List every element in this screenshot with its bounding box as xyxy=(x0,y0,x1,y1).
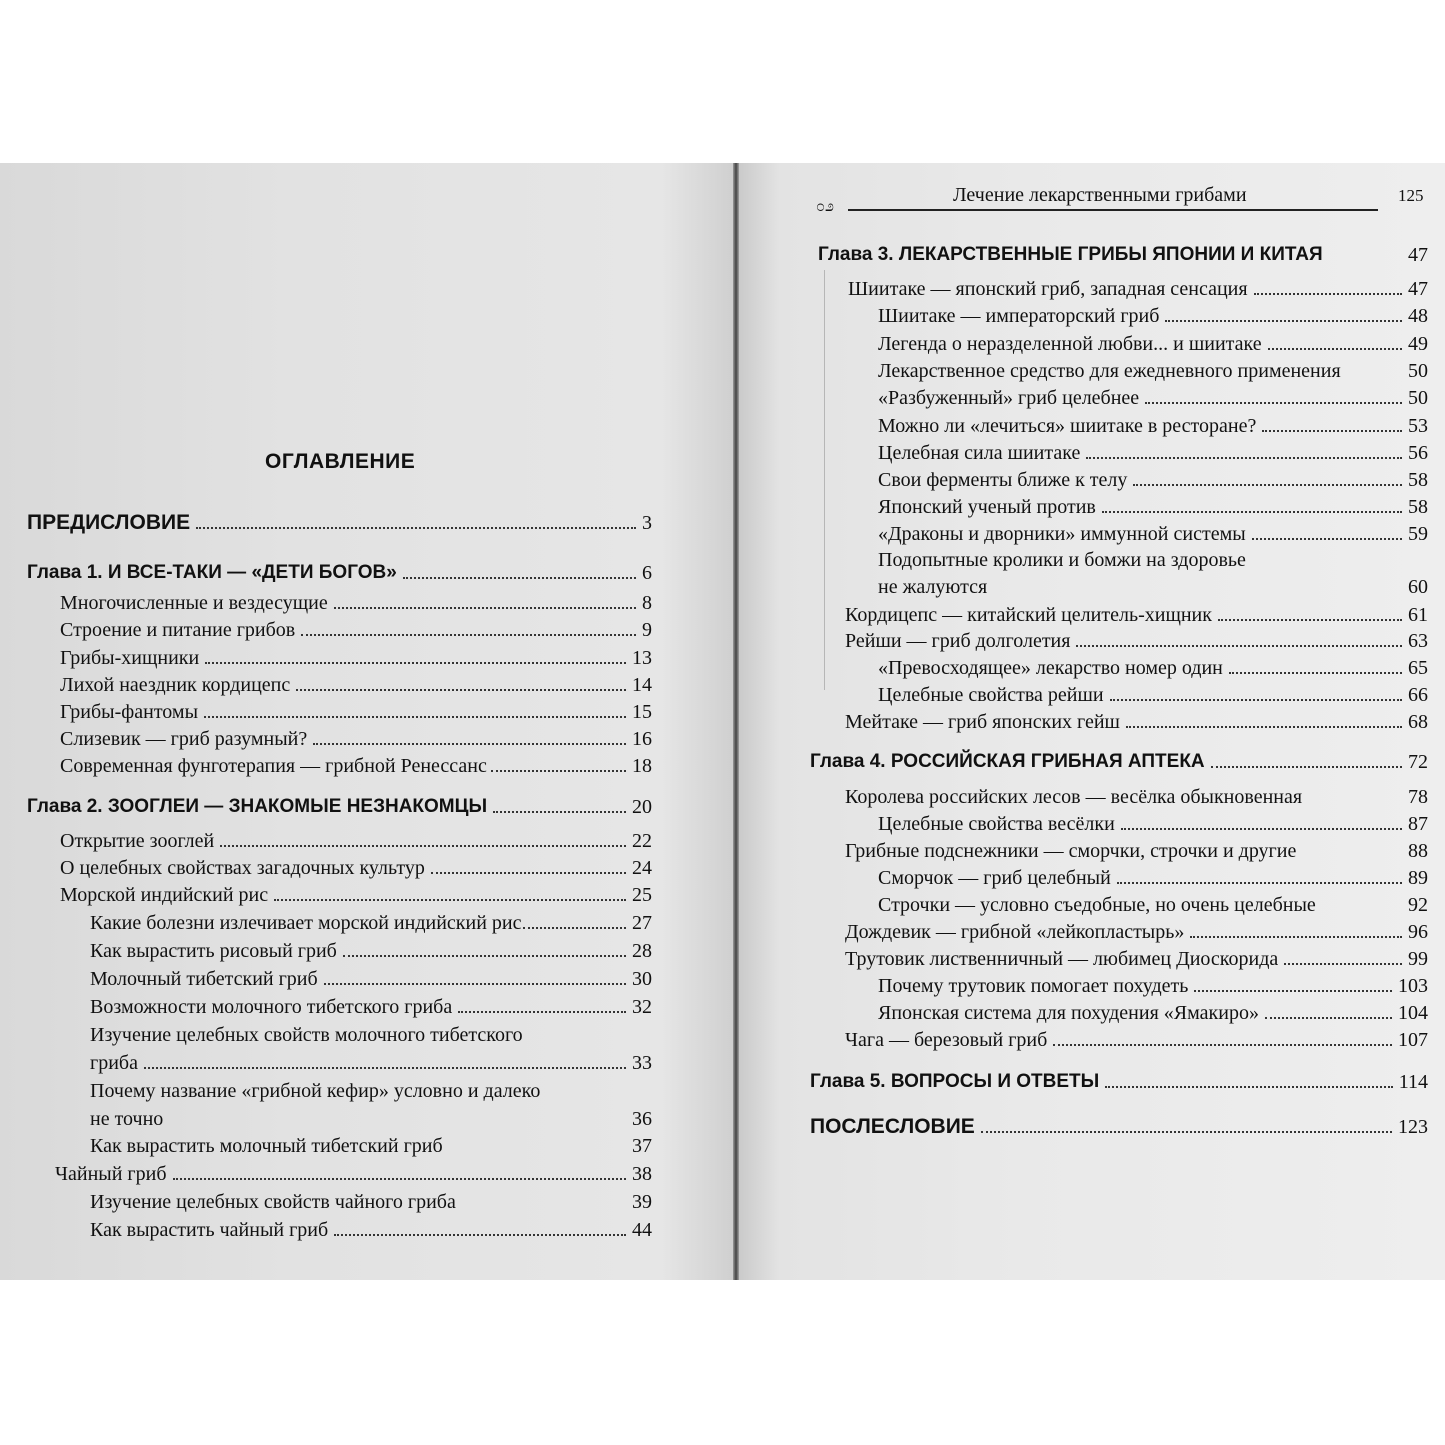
entry-text: Целебная сила шиитаке xyxy=(878,442,1081,464)
entry-text: Строчки — условно съедобные, но очень целебные xyxy=(878,894,1316,916)
entry-text: Какие болезни излечивает морской индийский рис xyxy=(90,912,522,934)
entry-text: Грибы-хищники xyxy=(60,647,200,669)
entry-text: Шиитаке — императорский гриб xyxy=(878,305,1160,327)
toc-entry[interactable] xyxy=(878,655,1428,681)
entry-page: 50 xyxy=(1408,360,1428,382)
entry-page: 39 xyxy=(632,1191,652,1213)
toc-entry[interactable] xyxy=(878,331,1428,357)
toc-entry[interactable] xyxy=(878,494,1428,520)
entry-page: 47 xyxy=(1408,244,1428,266)
entry-page: 58 xyxy=(1408,496,1428,518)
entry-text: Трутовик лиственничный — любимец Диоскорида xyxy=(845,948,1279,970)
toc-entry[interactable] xyxy=(878,682,1428,708)
entry-text: не точно xyxy=(90,1108,164,1130)
entry-page: 16 xyxy=(632,728,652,750)
toc-entry[interactable] xyxy=(845,602,1428,628)
entry-page: 3 xyxy=(642,512,652,534)
toc-entry[interactable] xyxy=(810,1069,1428,1095)
toc-entry[interactable] xyxy=(878,521,1428,547)
toc-entry[interactable] xyxy=(60,828,652,854)
entry-page: 37 xyxy=(632,1135,652,1157)
entry-text: Как вырастить рисовый гриб xyxy=(90,940,337,962)
entry-text: Японская система для похудения «Ямакиро» xyxy=(878,1002,1259,1024)
entry-page: 28 xyxy=(632,940,652,962)
entry-text: Глава 2. ЗООГЛЕИ — ЗНАКОМЫЕ НЕЗНАКОМЦЫ xyxy=(27,796,488,817)
toc-entry[interactable] xyxy=(878,865,1428,891)
toc-entry[interactable] xyxy=(60,590,652,616)
toc-entry[interactable] xyxy=(90,1078,652,1104)
toc-entry[interactable] xyxy=(27,560,652,586)
toc-entry[interactable] xyxy=(878,892,1428,918)
toc-entry[interactable] xyxy=(90,966,652,992)
entry-page: 96 xyxy=(1408,921,1428,943)
entry-page: 103 xyxy=(1398,975,1428,997)
entry-page: 18 xyxy=(632,755,652,777)
entry-text: Многочисленные и вездесущие xyxy=(60,592,328,614)
toc-entry[interactable] xyxy=(60,882,652,908)
header-rule xyxy=(848,209,1378,211)
entry-text: Свои ферменты ближе к телу xyxy=(878,469,1128,491)
toc-entry[interactable] xyxy=(60,699,652,725)
entry-text: Как вырастить чайный гриб xyxy=(90,1219,329,1241)
entry-page: 53 xyxy=(1408,415,1428,437)
entry-page: 99 xyxy=(1408,948,1428,970)
entry-page: 107 xyxy=(1398,1029,1428,1051)
entry-page: 25 xyxy=(632,884,652,906)
entry-text: Изучение целебных свойств чайного гриба xyxy=(90,1191,456,1213)
entry-text: Слизевик — гриб разумный? xyxy=(60,728,308,750)
entry-page: 33 xyxy=(632,1052,652,1074)
entry-text: Чага — березовый гриб xyxy=(845,1029,1048,1051)
toc-entry[interactable] xyxy=(90,1217,652,1243)
entry-text: Королева российских лесов — весёлка обыкновенная xyxy=(845,786,1303,808)
toc-entry[interactable] xyxy=(810,1114,1428,1140)
toc-entry[interactable] xyxy=(878,440,1428,466)
entry-page: 114 xyxy=(1398,1071,1428,1093)
entry-page: 104 xyxy=(1398,1002,1428,1024)
entry-text: ПОСЛЕСЛОВИЕ xyxy=(810,1115,975,1138)
entry-page: 24 xyxy=(632,857,652,879)
entry-text: Морской индийский рис xyxy=(60,884,269,906)
entry-page: 48 xyxy=(1408,305,1428,327)
toc-entry[interactable] xyxy=(878,811,1428,837)
book-gutter xyxy=(733,163,739,1280)
running-header-page-number: 125 xyxy=(1398,186,1424,205)
entry-text: «Разбуженный» гриб целебнее xyxy=(878,387,1140,409)
toc-entry[interactable] xyxy=(845,709,1428,735)
toc-entry[interactable] xyxy=(878,973,1428,999)
toc-entry[interactable] xyxy=(90,994,652,1020)
toc-entry[interactable] xyxy=(878,303,1428,329)
toc-entry[interactable] xyxy=(60,855,652,881)
entry-text: Глава 3. ЛЕКАРСТВЕННЫЕ ГРИБЫ ЯПОНИИ И КИТАЯ xyxy=(818,244,1323,265)
toc-entry[interactable] xyxy=(878,467,1428,493)
entry-page: 49 xyxy=(1408,333,1428,355)
entry-page: 87 xyxy=(1408,813,1428,835)
entry-text: Возможности молочного тибетского гриба xyxy=(90,996,453,1018)
running-header-title: Лечение лекарственными грибами xyxy=(953,184,1247,206)
toc-entry[interactable] xyxy=(90,1050,652,1076)
entry-text: Можно ли «лечиться» шиитаке в ресторане? xyxy=(878,415,1257,437)
entry-page: 38 xyxy=(632,1163,652,1185)
toc-entry[interactable] xyxy=(878,358,1428,384)
entry-text: Изучение целебных свойств молочного тибетского xyxy=(90,1024,523,1046)
entry-page: 61 xyxy=(1408,604,1428,626)
entry-text: Сморчок — гриб целебный xyxy=(878,867,1111,889)
toc-entry[interactable] xyxy=(845,628,1428,654)
margin-rule xyxy=(824,270,825,690)
entry-page: 65 xyxy=(1408,657,1428,679)
entry-text: Дождевик — грибной «лейкопластырь» xyxy=(845,921,1185,943)
entry-text: Глава 1. И ВСЕ-ТАКИ — «ДЕТИ БОГОВ» xyxy=(27,562,397,583)
toc-entry[interactable] xyxy=(27,510,652,536)
toc-entry[interactable] xyxy=(90,1133,652,1159)
toc-entry[interactable] xyxy=(90,938,652,964)
entry-page: 13 xyxy=(632,647,652,669)
entry-text: Почему трутовик помогает похудеть xyxy=(878,975,1189,997)
entry-text: Подопытные кролики и бомжи на здоровье xyxy=(878,549,1246,571)
entry-text: Глава 5. ВОПРОСЫ И ОТВЕТЫ xyxy=(810,1071,1100,1092)
entry-text: Современная фунготерапия — грибной Ренессанс xyxy=(60,755,487,777)
entry-text: Молочный тибетский гриб xyxy=(90,968,318,990)
entry-page: 15 xyxy=(632,701,652,723)
entry-text: Лекарственное средство для ежедневного применения xyxy=(878,360,1341,382)
entry-text: Кордицепс — китайский целитель-хищник xyxy=(845,604,1212,626)
toc-entry[interactable] xyxy=(55,1161,652,1187)
entry-text: Целебные свойства весёлки xyxy=(878,813,1115,835)
toc-entry[interactable] xyxy=(845,784,1428,810)
toc-entry[interactable] xyxy=(845,919,1428,945)
entry-page: 63 xyxy=(1408,630,1428,652)
entry-text: Открытие зооглей xyxy=(60,830,215,852)
toc-entry[interactable] xyxy=(818,242,1428,268)
entry-page: 89 xyxy=(1408,867,1428,889)
entry-text: Почему название «грибной кефир» условно и далеко xyxy=(90,1080,541,1102)
toc-entry[interactable] xyxy=(848,276,1428,302)
entry-text: гриба xyxy=(90,1052,138,1074)
toc-entry[interactable] xyxy=(878,574,1428,600)
entry-text: Строение и питание грибов xyxy=(60,619,296,641)
entry-page: 78 xyxy=(1408,786,1428,808)
toc-entry[interactable] xyxy=(60,753,652,779)
entry-text: ПРЕДИСЛОВИЕ xyxy=(27,511,191,534)
entry-page: 6 xyxy=(642,562,652,584)
toc-entry[interactable] xyxy=(845,1027,1428,1053)
entry-text: Мейтаке — гриб японских гейш xyxy=(845,711,1120,733)
entry-page: 72 xyxy=(1408,751,1428,773)
entry-page: 88 xyxy=(1408,840,1428,862)
toc-entry[interactable] xyxy=(90,1189,652,1215)
entry-text: не жалуются xyxy=(878,576,988,598)
entry-page: 58 xyxy=(1408,469,1428,491)
entry-page: 44 xyxy=(632,1219,652,1241)
entry-text: «Превосходящее» лекарство номер один xyxy=(878,657,1223,679)
entry-text: Как вырастить молочный тибетский гриб xyxy=(90,1135,443,1157)
entry-page: 27 xyxy=(632,912,652,934)
entry-page: 92 xyxy=(1408,894,1428,916)
entry-text: Лихой наездник кордицепс xyxy=(60,674,291,696)
toc-entry[interactable] xyxy=(60,672,652,698)
toc-entry[interactable] xyxy=(845,946,1428,972)
toc-entry[interactable] xyxy=(60,726,652,752)
entry-text: «Драконы и дворники» иммунной системы xyxy=(878,523,1246,545)
entry-page: 32 xyxy=(632,996,652,1018)
entry-text: Легенда о неразделенной любви... и шиитаке xyxy=(878,333,1262,355)
entry-page: 8 xyxy=(642,592,652,614)
entry-page: 30 xyxy=(632,968,652,990)
toc-title: ОГЛАВЛЕНИЕ xyxy=(265,450,416,473)
toc-entry[interactable] xyxy=(60,617,652,643)
entry-text: Грибные подснежники — сморчки, строчки и другие xyxy=(845,840,1297,862)
entry-page: 60 xyxy=(1408,576,1428,598)
toc-entry[interactable] xyxy=(27,794,652,820)
toc-entry[interactable] xyxy=(90,910,652,936)
entry-text: Чайный гриб xyxy=(55,1163,167,1185)
toc-entry[interactable] xyxy=(878,413,1428,439)
entry-text: Японский ученый против xyxy=(878,496,1096,518)
toc-entry[interactable] xyxy=(878,1000,1428,1026)
entry-page: 123 xyxy=(1398,1116,1428,1138)
toc-entry[interactable] xyxy=(878,385,1428,411)
entry-page: 56 xyxy=(1408,442,1428,464)
entry-page: 14 xyxy=(632,674,652,696)
entry-text: О целебных свойствах загадочных культур xyxy=(60,857,425,879)
header-ornament-icon: ೦೨ xyxy=(816,198,834,215)
toc-entry[interactable] xyxy=(90,1022,652,1048)
entry-page: 59 xyxy=(1408,523,1428,545)
entry-page: 20 xyxy=(632,796,652,818)
toc-entry[interactable] xyxy=(810,749,1428,775)
toc-entry[interactable] xyxy=(60,645,652,671)
toc-entry[interactable] xyxy=(878,547,1428,573)
entry-page: 50 xyxy=(1408,387,1428,409)
entry-page: 22 xyxy=(632,830,652,852)
entry-text: Грибы-фантомы xyxy=(60,701,199,723)
entry-page: 68 xyxy=(1408,711,1428,733)
entry-text: Целебные свойства рейши xyxy=(878,684,1104,706)
entry-page: 36 xyxy=(632,1108,652,1130)
toc-entry[interactable] xyxy=(845,838,1428,864)
toc-entry[interactable] xyxy=(90,1106,652,1132)
entry-page: 66 xyxy=(1408,684,1428,706)
entry-text: Шиитаке — японский гриб, западная сенсация xyxy=(848,278,1248,300)
entry-page: 9 xyxy=(642,619,652,641)
entry-page: 47 xyxy=(1408,278,1428,300)
entry-text: Глава 4. РОССИЙСКАЯ ГРИБНАЯ АПТЕКА xyxy=(810,751,1205,772)
entry-text: Рейши — гриб долголетия xyxy=(845,630,1071,652)
